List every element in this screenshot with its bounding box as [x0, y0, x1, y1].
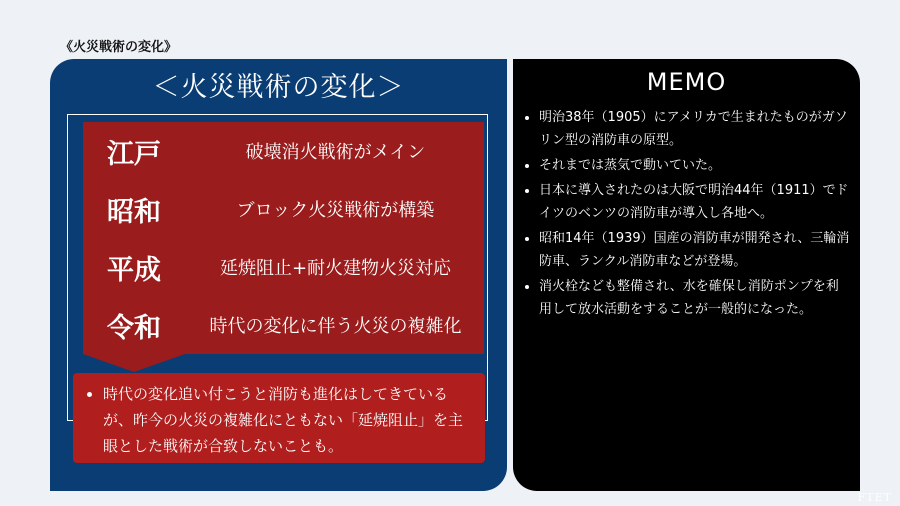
era-description: ブロック火災戦術が構築	[236, 200, 435, 221]
era-chevron-icon	[83, 354, 185, 372]
memo-item: • 明治38年（1905）にアメリカで生まれたものがガソリン型の消防車の原型。	[539, 106, 850, 152]
era-row-showa	[83, 180, 484, 238]
left-panel	[50, 59, 507, 491]
note-box	[73, 373, 485, 463]
memo-list	[521, 106, 850, 323]
memo-item: • 昭和14年（1939）国産の消防車が開発され、三輪消防車、ランクル消防車などが登場。	[539, 227, 850, 273]
era-row-heisei	[83, 238, 484, 296]
era-description: 延焼阻止+耐火建物火災対応	[219, 258, 452, 279]
note-text: • 時代の変化追い付こうと消防も進化はしてきているが、昨今の火災の複雑化にともない「延焼阻止」を主眼とした戦術が合致しないことも。	[103, 381, 471, 459]
memo-panel	[513, 59, 860, 491]
era-name: 昭和	[107, 196, 161, 228]
watermark: FTET	[857, 491, 892, 504]
era-name: 江戸	[107, 138, 161, 170]
memo-title: MEMO	[646, 68, 727, 96]
era-description: 破壊消火戦術がメイン	[245, 142, 426, 163]
era-row-edo	[83, 122, 484, 180]
era-name: 令和	[107, 312, 161, 344]
page-heading: 《火災戦術の変化》	[60, 40, 178, 55]
memo-item: • 日本に導入されたのは大阪で明治44年（1911）でドイツのベンツの消防車が導入し各地へ。	[539, 179, 850, 225]
era-row-reiwa	[83, 296, 484, 354]
memo-item: • 消火栓なども整備され、水を確保し消防ポンプを利用して放水活動をすることが一般的になった。	[539, 275, 850, 321]
era-description: 時代の変化に伴う火災の複雑化	[209, 316, 462, 337]
left-panel-title: ＜火災戦術の変化＞	[152, 72, 405, 103]
era-name: 平成	[107, 254, 161, 286]
memo-item: • それまでは蒸気で動いていた。	[539, 154, 850, 177]
